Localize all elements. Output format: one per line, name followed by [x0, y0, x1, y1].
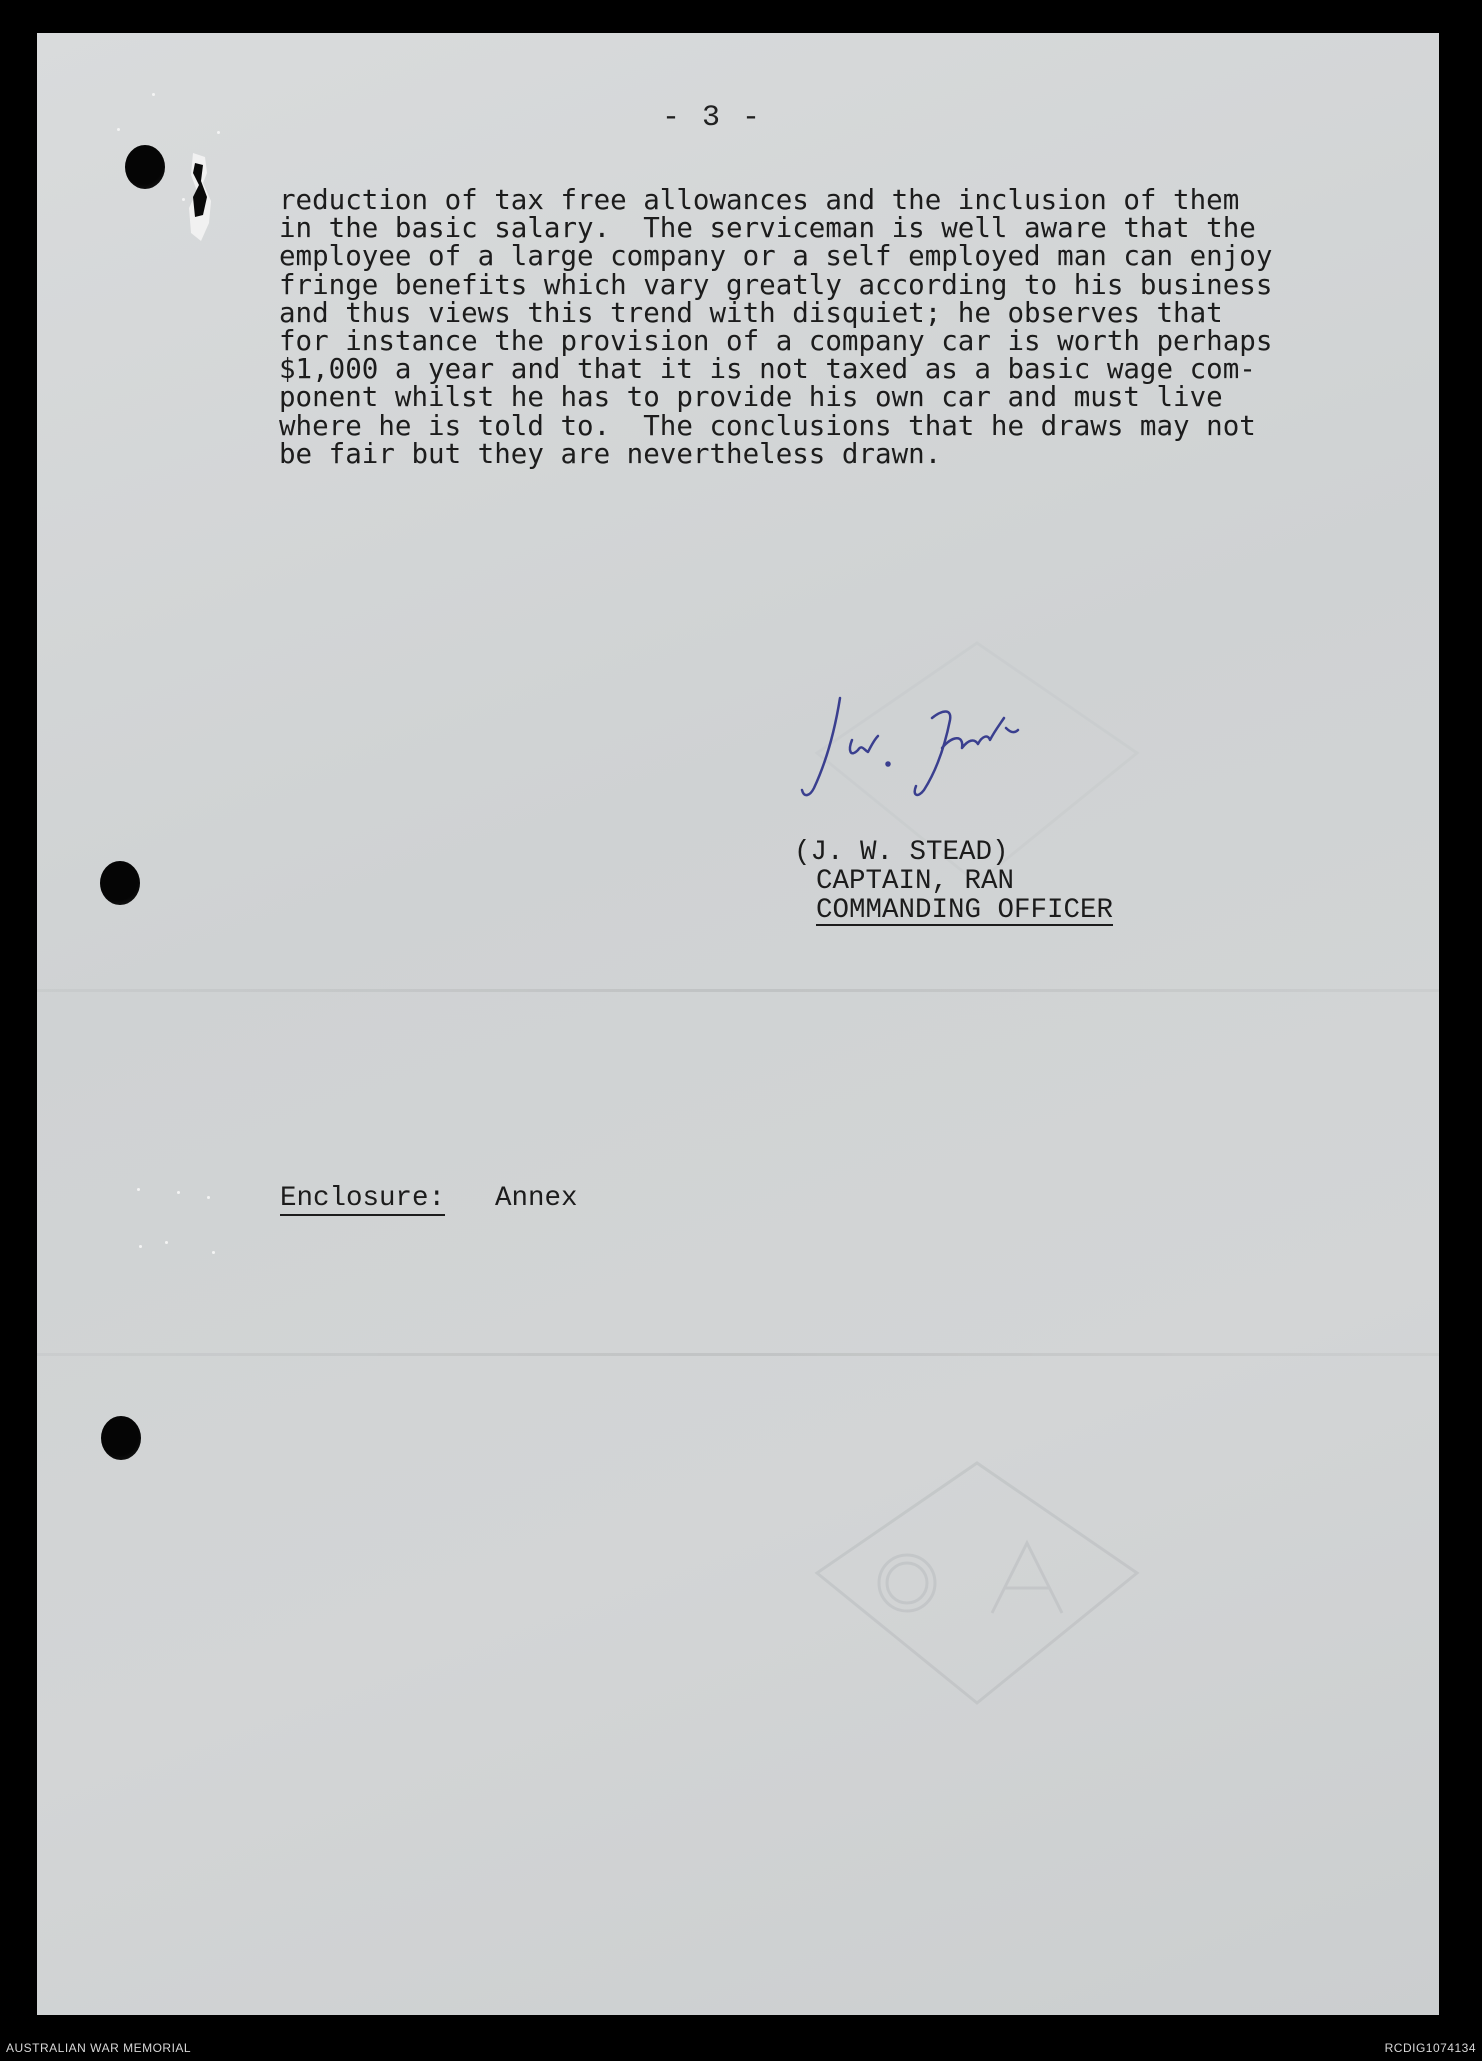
handwritten-signature: [792, 678, 1092, 818]
body-line: $1,000 a year and that it is not taxed as a basic wage com-: [279, 353, 1256, 386]
body-line: be fair but they are nevertheless drawn.: [279, 437, 942, 470]
signatory-name: (J. W. STEAD): [794, 837, 1009, 868]
paper-fold: [37, 1353, 1439, 1356]
body-paragraph: [279, 186, 1339, 468]
enclosure-label: Enclosure:: [280, 1183, 446, 1214]
watermark-emblem: [807, 1453, 1147, 1713]
signature-block: [794, 838, 1113, 926]
body-line: reduction of tax free allowances and the inclusion of them: [279, 184, 1240, 216]
paper-fold: [37, 989, 1439, 992]
signatory-title: COMMANDING OFFICER: [816, 895, 1114, 926]
archive-record-id: RCDIG1074134: [1384, 2041, 1476, 2055]
document-page: [37, 33, 1439, 2015]
body-line: fringe benefits which vary greatly according to his business: [279, 268, 1273, 301]
body-line: ponent whilst he has to provide his own car and must live: [279, 381, 1223, 414]
archive-credit: AUSTRALIAN WAR MEMORIAL: [6, 2041, 192, 2055]
body-line: employee of a large company or a self employed man can enjoy: [279, 240, 1273, 273]
body-line: for instance the provision of a company car is worth perhaps: [279, 325, 1273, 358]
body-line: where he is told to. The conclusions that he draws may not: [279, 409, 1256, 442]
body-line: in the basic salary. The serviceman is well aware that the: [279, 212, 1256, 245]
punch-hole: [125, 145, 165, 189]
punch-hole: [100, 861, 140, 905]
page-number: - 3 -: [662, 101, 763, 135]
signatory-rank: CAPTAIN, RAN: [816, 866, 1015, 897]
enclosure-line: [280, 1183, 578, 1214]
body-line: and thus views this trend with disquiet; he observes that: [279, 296, 1223, 329]
paper-tear: [185, 153, 215, 243]
punch-hole: [101, 1416, 141, 1460]
enclosure-value: Annex: [495, 1183, 578, 1214]
